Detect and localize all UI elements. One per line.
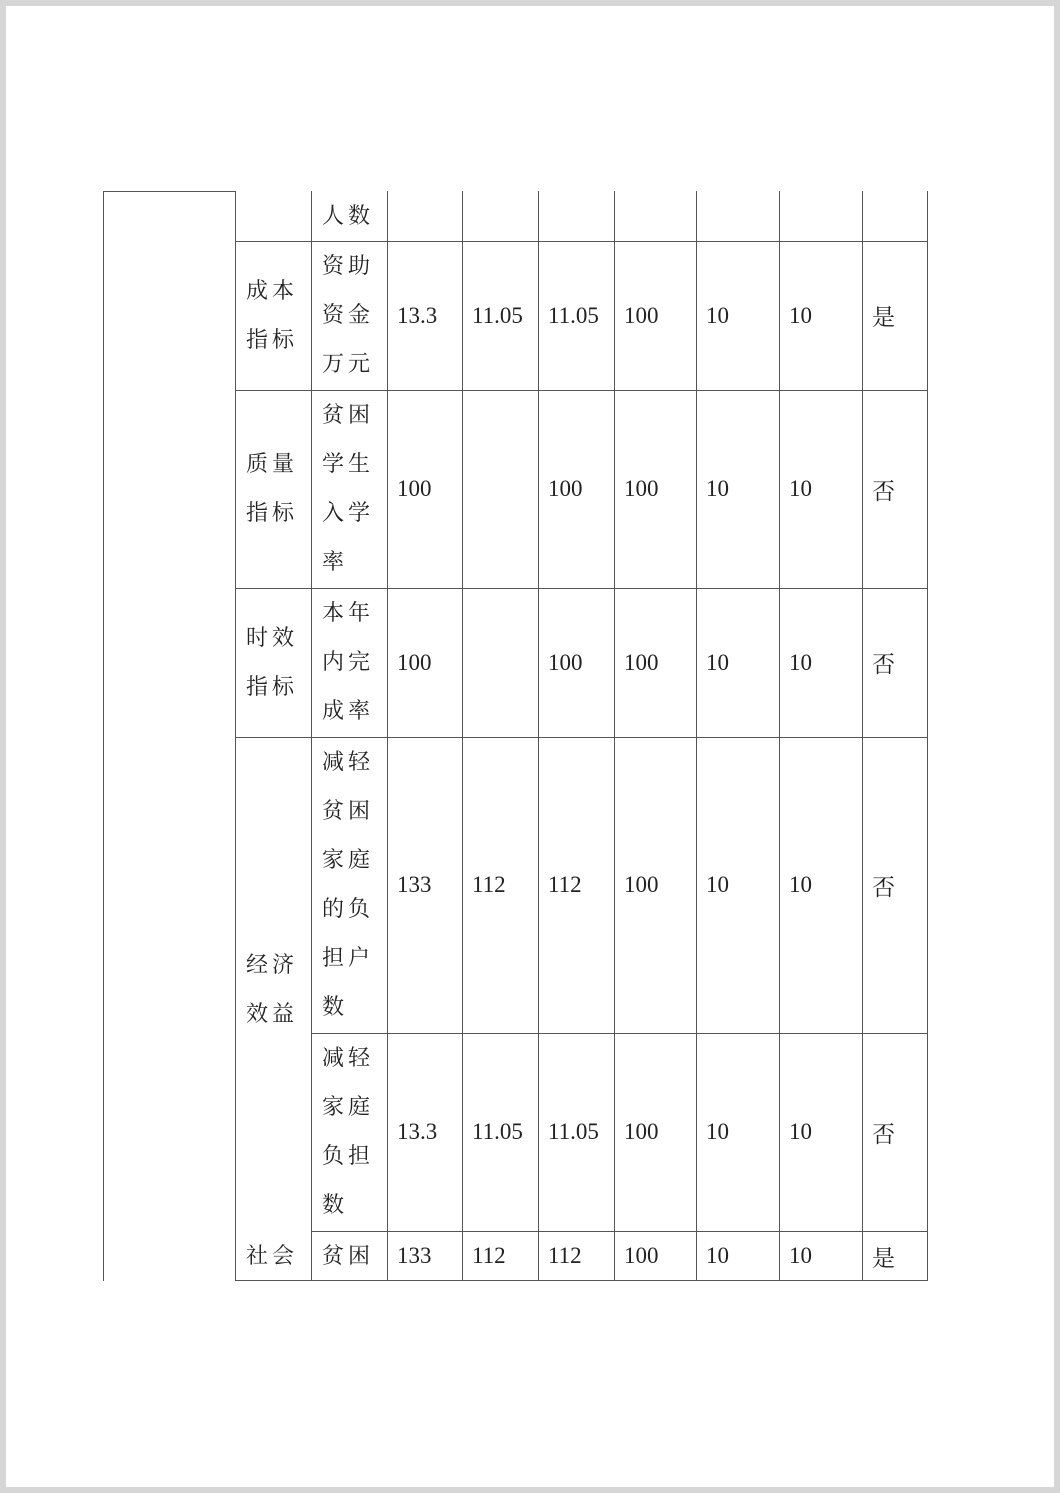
document-page: [6, 6, 1054, 1487]
table-cell: 否: [872, 478, 895, 504]
table-row-item: 贫困: [322, 1243, 375, 1269]
table-cell: 100: [624, 476, 659, 501]
table-cell: 112: [548, 1243, 582, 1268]
table-cell: 100: [624, 1119, 659, 1144]
table-row-item: 减轻 家庭 负担 数: [322, 1046, 375, 1218]
table-cell: 是: [872, 1245, 895, 1271]
table-cell: 10: [789, 649, 812, 675]
table-row-category: 成本 指标: [246, 278, 299, 353]
table-cell: 100: [624, 872, 659, 897]
table-row-item: 贫困 学生 入学 率: [322, 403, 375, 575]
table-cell: 10: [706, 302, 729, 328]
table-row-item: 本年 内完 成率: [322, 601, 375, 724]
table-cell: 133: [397, 1243, 432, 1268]
table-cell: [462, 390, 538, 588]
table-cell: 112: [472, 1243, 506, 1268]
table-cell: 112: [472, 872, 506, 897]
table-cell: 10: [789, 1243, 812, 1268]
table-row-item: 资助 资金 万元: [322, 254, 375, 377]
table-cell: 10: [789, 302, 812, 328]
table-rule-vertical: [103, 191, 104, 1281]
table-cell: 10: [706, 476, 729, 501]
table-cell: 10: [706, 649, 729, 675]
table-row-category: 时效 指标: [246, 625, 299, 700]
table-cell: 否: [872, 652, 895, 677]
table-cell: 10: [789, 476, 812, 501]
table-cell: 100: [624, 302, 659, 328]
table-cell: 13.3: [397, 302, 438, 328]
table-cell: 133: [397, 872, 432, 897]
table-row-category: 经济 效益: [246, 953, 299, 1027]
table-row-item: 减轻 贫困 家庭 的负 担户 数: [322, 750, 375, 1020]
table-cell: 100: [624, 1243, 659, 1268]
table-cell: 11.05: [472, 1119, 523, 1144]
table-cell: 10: [789, 872, 812, 897]
table-row-item: 人数: [322, 203, 375, 229]
table-cell: [462, 588, 538, 737]
table-cell: 100: [548, 649, 583, 675]
table-rule-vertical: [927, 191, 928, 1281]
table-cell: 100: [624, 649, 659, 675]
table-cell: 10: [706, 872, 729, 897]
table-cell: 100: [397, 476, 432, 501]
table-cell: 10: [706, 1119, 729, 1144]
table-cell: 112: [548, 872, 582, 897]
table-cell: 11.05: [548, 1119, 599, 1144]
table-cell: 否: [872, 874, 895, 900]
table-cell: 是: [872, 305, 895, 330]
table-row-category: 社会: [246, 1243, 299, 1269]
table-cell: 100: [548, 476, 583, 501]
table-cell: 11.05: [548, 302, 599, 328]
table-cell: 13.3: [397, 1119, 438, 1144]
table-cell: 否: [872, 1121, 895, 1147]
table-cell: 11.05: [472, 302, 523, 328]
table-cell: 100: [397, 649, 432, 675]
table-cell: 10: [706, 1243, 729, 1268]
table-rule-top-left: [103, 191, 235, 192]
table-row-category: 质量 指标: [246, 452, 299, 526]
table-cell: 10: [789, 1119, 812, 1144]
